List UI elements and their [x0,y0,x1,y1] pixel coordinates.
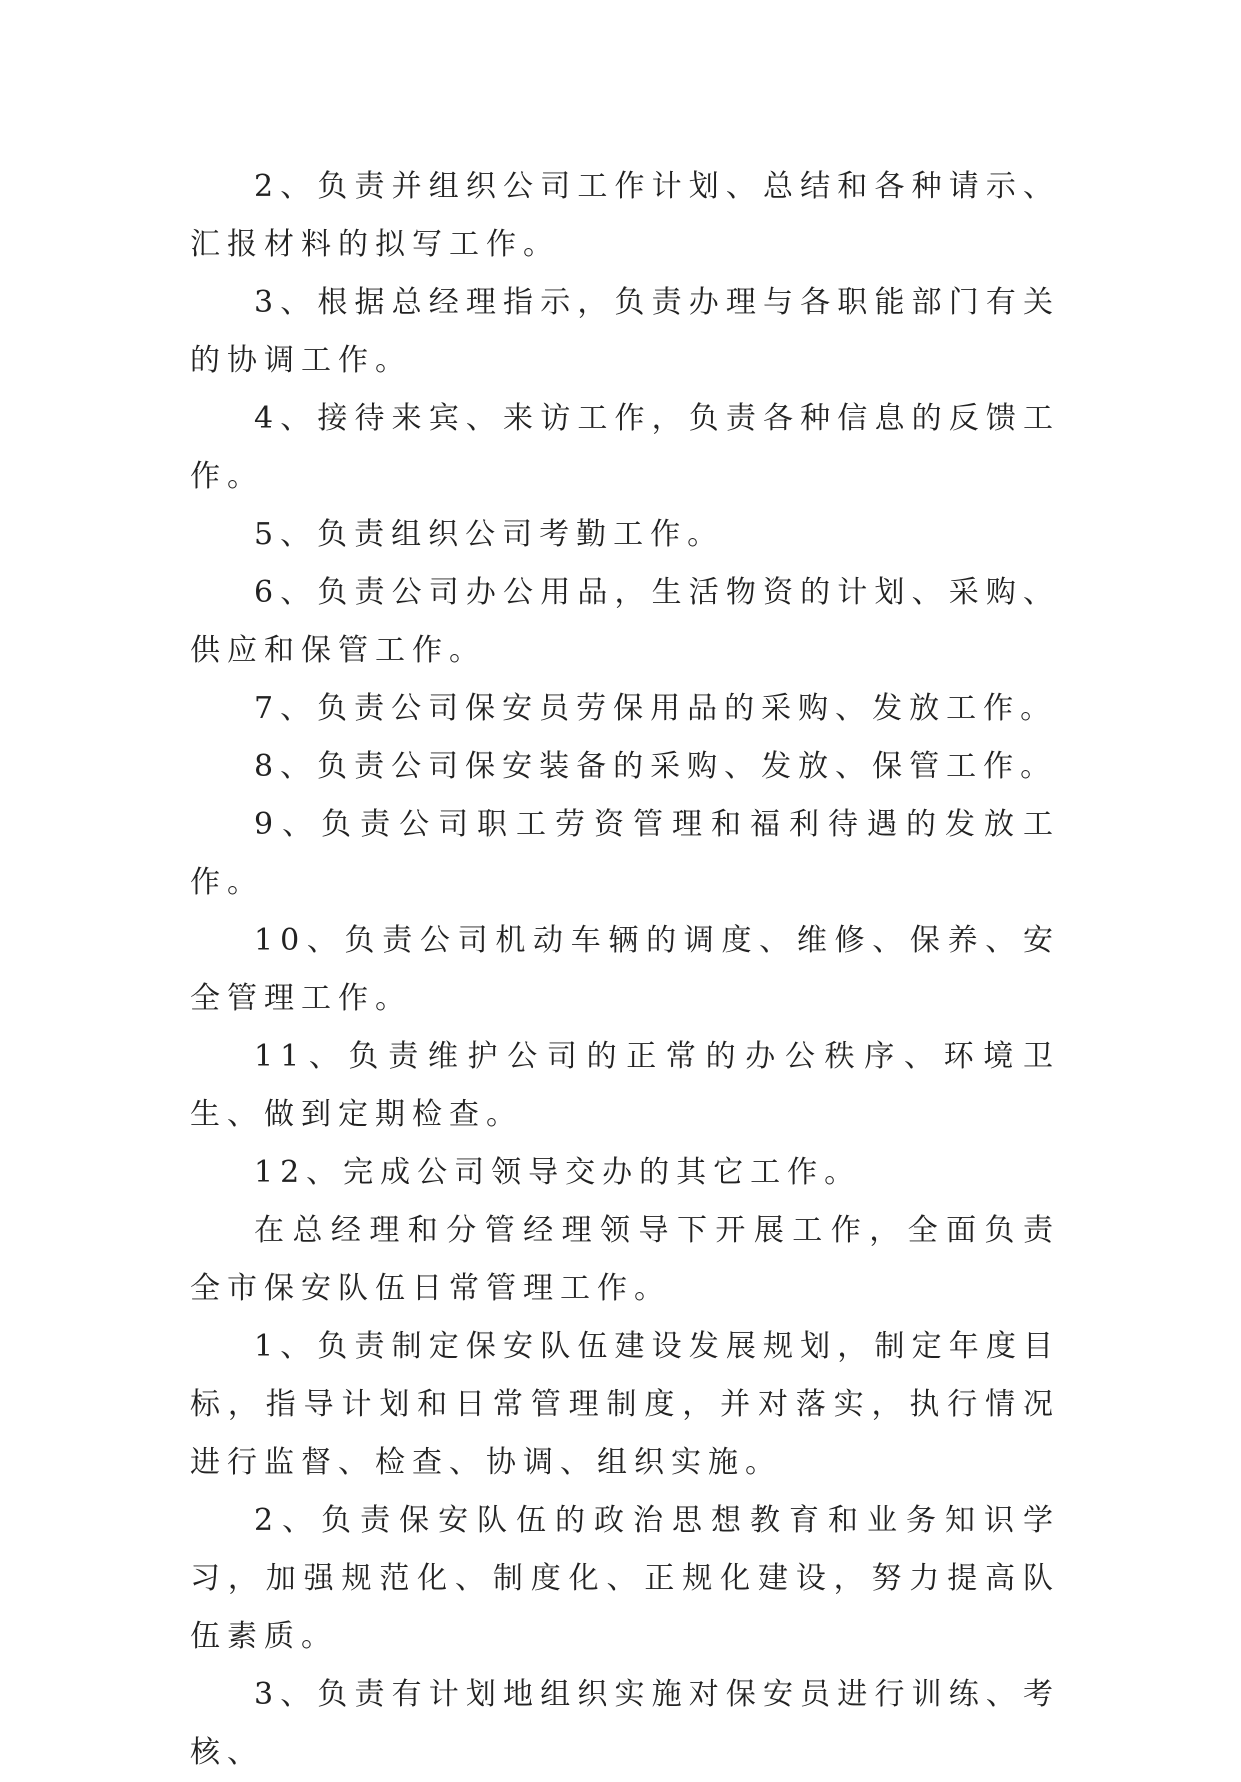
paragraph: 6、负责公司办公用品，生活物资的计划、采购、供应和保管工作。 [190,575,1060,668]
paragraph: 12、完成公司领导交办的其它工作。 [254,1155,862,1190]
paragraph: 7、负责公司保安员劳保用品的采购、发放工作。 [254,691,1058,726]
document-body [190,158,1060,1782]
paragraph: 8、负责公司保安装备的采购、发放、保管工作。 [254,749,1058,784]
paragraph: 11、负责维护公司的正常的办公秩序、环境卫生、做到定期检查。 [190,1039,1060,1132]
paragraph: 2、负责保安队伍的政治思想教育和业务知识学习，加强规范化、制度化、正规化建设，努力提高队伍素质。 [190,1503,1060,1654]
paragraph: 在总经理和分管经理领导下开展工作，全面负责全市保安队伍日常管理工作。 [190,1213,1060,1306]
paragraph: 9、负责公司职工劳资管理和福利待遇的发放工作。 [190,807,1060,900]
paragraph: 10、负责公司机动车辆的调度、维修、保养、安全管理工作。 [190,923,1060,1016]
paragraph: 3、负责有计划地组织实施对保安员进行训练、考核、 [190,1677,1060,1770]
paragraph: 2、负责并组织公司工作计划、总结和各种请示、汇报材料的拟写工作。 [190,169,1060,262]
paragraph: 1、负责制定保安队伍建设发展规划，制定年度目标，指导计划和日常管理制度，并对落实，执行情况进行监督、检查、协调、组织实施。 [190,1329,1060,1480]
paragraph: 3、根据总经理指示，负责办理与各职能部门有关的协调工作。 [190,285,1060,378]
paragraph: 5、负责组织公司考勤工作。 [254,517,725,552]
paragraph: 4、接待来宾、来访工作，负责各种信息的反馈工作。 [190,401,1060,494]
